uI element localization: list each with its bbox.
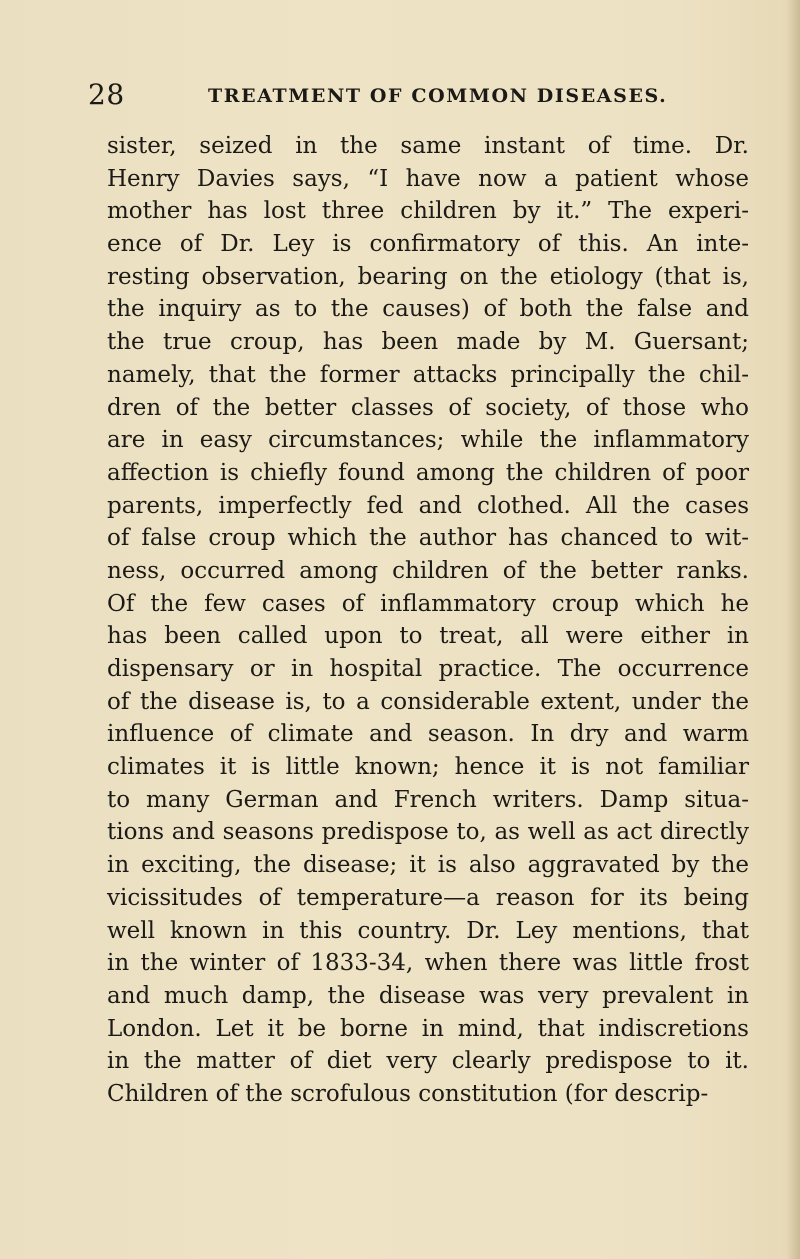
text-line: climates it is little known; hence it is not familiar (107, 754, 749, 781)
text-line: namely, that the former attacks principally the chil- (107, 361, 749, 388)
text-line: are in easy circumstances; while the inflammatory (107, 427, 749, 454)
text-line: has been called upon to treat, all were either in (107, 623, 749, 650)
text-line: mother has lost three children by it.” The experi- (107, 198, 749, 225)
text-line: dren of the better classes of society, of those who (107, 394, 749, 421)
body-text (107, 130, 749, 1111)
text-line: in exciting, the disease; it is also aggravated by the (107, 852, 749, 879)
text-line: resting observation, bearing on the etiology (that is, (107, 263, 749, 290)
page-edge-shadow (786, 0, 800, 1259)
text-line: affection is chiefly found among the children of poor (107, 459, 749, 486)
text-line: ence of Dr. Ley is confirmatory of this. An inte- (107, 231, 749, 258)
text-line: Of the few cases of inflammatory croup which he (107, 590, 749, 617)
page-number: 28 (88, 78, 125, 111)
text-line: well known in this country. Dr. Ley mentions, that (107, 917, 749, 944)
text-line: dispensary or in hospital practice. The occurrence (107, 656, 749, 682)
text-line: in the winter of 1833-34, when there was little frost (107, 950, 749, 977)
text-line: to many German and French writers. Damp situa- (107, 786, 749, 813)
text-line: of false croup which the author has chanced to wit- (107, 525, 749, 552)
text-line: London. Let it be borne in mind, that indiscretions (107, 1015, 749, 1042)
running-head: TREATMENT OF COMMON DISEASES. (208, 85, 668, 107)
text-line: influence of climate and season. In dry and warm (107, 721, 749, 748)
text-line: Children of the scrofulous constitution (for descrip- (107, 1080, 709, 1107)
text-line: vicissitudes of temperature—a reason for its being (107, 884, 749, 911)
text-line: Henry Davies says, “I have now a patient whose (107, 165, 749, 192)
text-line: in the matter of diet very clearly predispose to it. (107, 1048, 749, 1075)
text-line: parents, imperfectly fed and clothed. All the cases (107, 492, 749, 519)
text-line: the inquiry as to the causes) of both the false and (107, 296, 749, 323)
text-line: sister, seized in the same instant of time. Dr. (107, 133, 749, 159)
text-line: ness, occurred among children of the better ranks. (107, 557, 749, 584)
text-line: of the disease is, to a considerable extent, under the (107, 688, 749, 715)
text-line: and much damp, the disease was very prevalent in (107, 982, 749, 1009)
text-line: tions and seasons predispose to, as well as act directly (107, 819, 749, 846)
text-line: the true croup, has been made by M. Guersant; (107, 329, 749, 356)
page-header (88, 78, 738, 112)
